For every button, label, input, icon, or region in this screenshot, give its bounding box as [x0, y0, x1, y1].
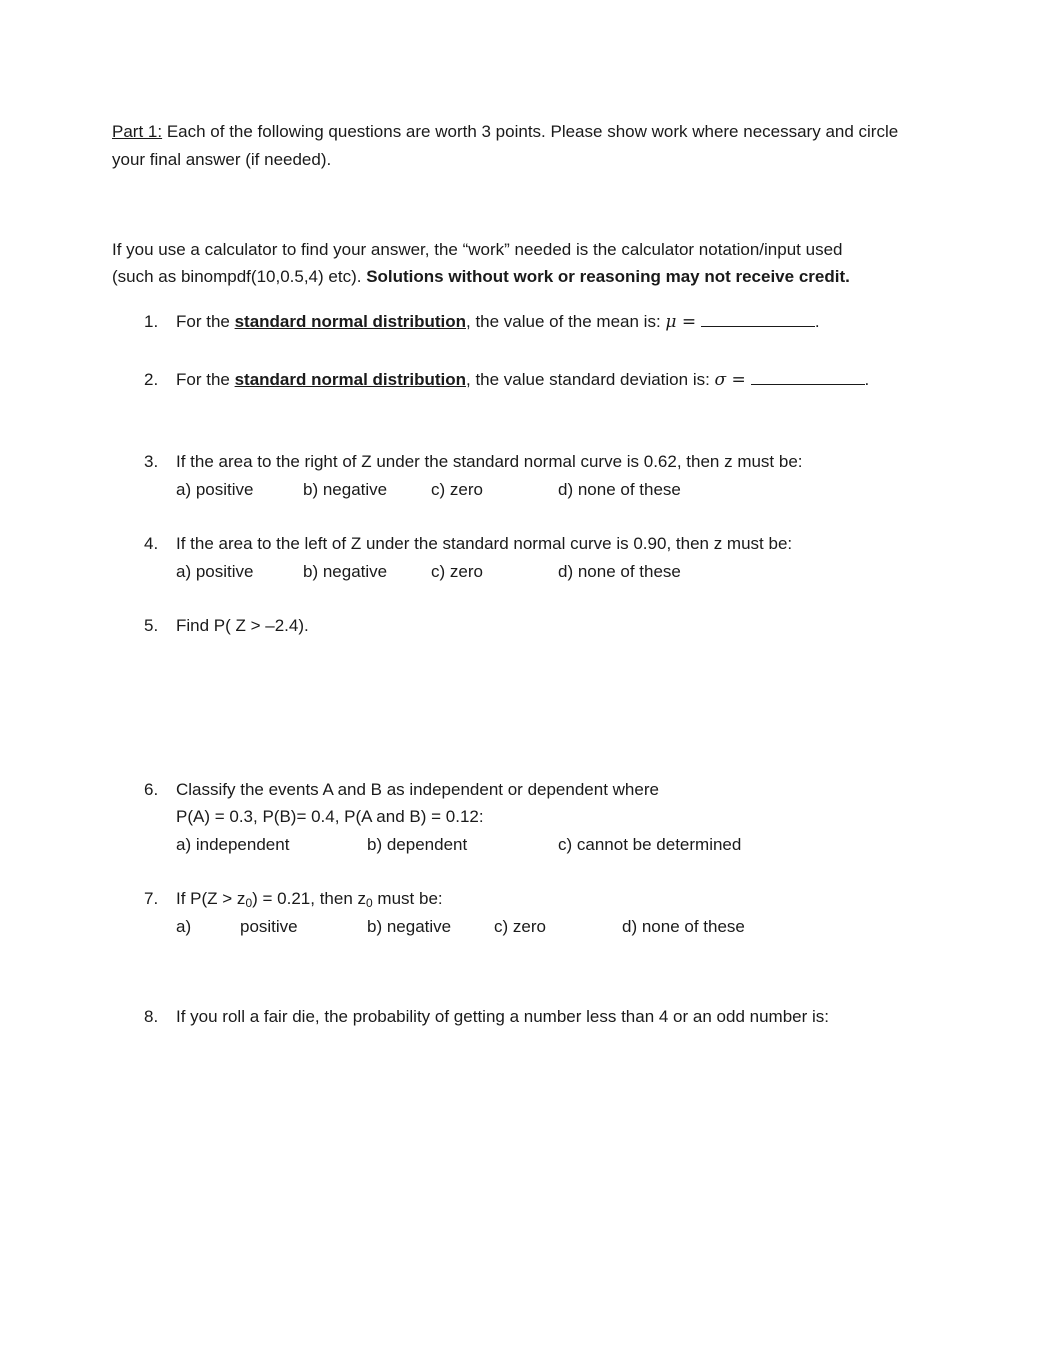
question-2-pre: For the: [176, 370, 235, 389]
z-subscript-1: 0: [245, 896, 253, 910]
question-4-option-b[interactable]: b) negative: [303, 562, 388, 581]
mu-symbol: μ =: [665, 312, 697, 332]
question-1-number: 1.: [144, 312, 159, 331]
question-6-option-a[interactable]: a) independent: [176, 835, 290, 854]
question-7-option-d[interactable]: d) none of these: [622, 917, 745, 936]
question-3-option-b[interactable]: b) negative: [303, 480, 388, 499]
question-8-text: If you roll a fair die, the probability of getting a number less than 4 or an odd number is:: [176, 1007, 829, 1026]
question-7-option-a[interactable]: positive: [240, 917, 298, 936]
question-5-text: Find P( Z > –2.4).: [176, 616, 309, 635]
question-3-option-a[interactable]: a) positive: [176, 480, 254, 499]
question-6-option-b[interactable]: b) dependent: [367, 835, 468, 854]
instructions-line2-plain: (such as binompdf(10,0.5,4) etc).: [112, 267, 367, 286]
part-heading-line: [112, 121, 898, 143]
question-2-answer-blank[interactable]: [751, 370, 865, 385]
question-6-given: P(A) = 0.3, P(B)= 0.4, P(A and B) = 0.12:: [176, 807, 484, 826]
question-2-end: .: [864, 370, 870, 389]
question-4-option-c[interactable]: c) zero: [431, 562, 483, 581]
question-1-post: , the value of the mean is:: [466, 312, 666, 331]
question-4-number: 4.: [144, 534, 159, 553]
question-7-text: [176, 888, 443, 914]
question-7-option-b[interactable]: b) negative: [367, 917, 452, 936]
question-3-option-d[interactable]: d) none of these: [558, 480, 681, 499]
question-1-end: .: [814, 312, 820, 331]
part-intro-line2: your final answer (if needed).: [112, 150, 332, 169]
question-8-number: 8.: [144, 1007, 159, 1026]
question-2-number: 2.: [144, 370, 159, 389]
z-subscript-2: 0: [366, 896, 373, 910]
question-4-option-d[interactable]: d) none of these: [558, 562, 681, 581]
instructions-credit-warning: Solutions without work or reasoning may not receive credit.: [366, 267, 850, 286]
instructions-line2: [112, 266, 850, 288]
question-2-text: [176, 369, 869, 391]
question-1-term: standard normal distribution: [234, 312, 466, 331]
instructions-line1: If you use a calculator to find your answer, the “work” needed is the calculator notation/input used: [112, 240, 843, 259]
question-6-option-c[interactable]: c) cannot be determined: [558, 835, 742, 854]
question-6-text: Classify the events A and B as independent or dependent where: [176, 780, 659, 799]
question-1-text: [176, 311, 820, 333]
question-3-option-c[interactable]: c) zero: [431, 480, 483, 499]
question-1-answer-blank[interactable]: [701, 312, 815, 327]
part-label: Part 1:: [112, 122, 163, 141]
question-5-number: 5.: [144, 616, 159, 635]
part-intro-text: Each of the following questions are worth 3 points. Please show work where necessary and circle: [162, 122, 899, 141]
question-3-text: If the area to the right of Z under the standard normal curve is 0.62, then z must be:: [176, 452, 803, 471]
question-4-option-a[interactable]: a) positive: [176, 562, 254, 581]
question-4-text: If the area to the left of Z under the standard normal curve is 0.90, then z must be:: [176, 534, 793, 553]
question-7-option-a-letter[interactable]: a): [176, 917, 192, 936]
question-7-text-pre: If P(Z > z: [176, 889, 246, 908]
question-2-post: , the value standard deviation is:: [466, 370, 715, 389]
question-2-term: standard normal distribution: [234, 370, 466, 389]
question-6-number: 6.: [144, 780, 159, 799]
question-7-text-post: must be:: [372, 889, 443, 908]
question-7-option-c[interactable]: c) zero: [494, 917, 546, 936]
question-7-number: 7.: [144, 889, 159, 908]
sigma-symbol: σ =: [714, 370, 746, 390]
question-7-text-mid: ) = 0.21, then z: [252, 889, 367, 908]
question-1-pre: For the: [176, 312, 235, 331]
question-3-number: 3.: [144, 452, 159, 471]
